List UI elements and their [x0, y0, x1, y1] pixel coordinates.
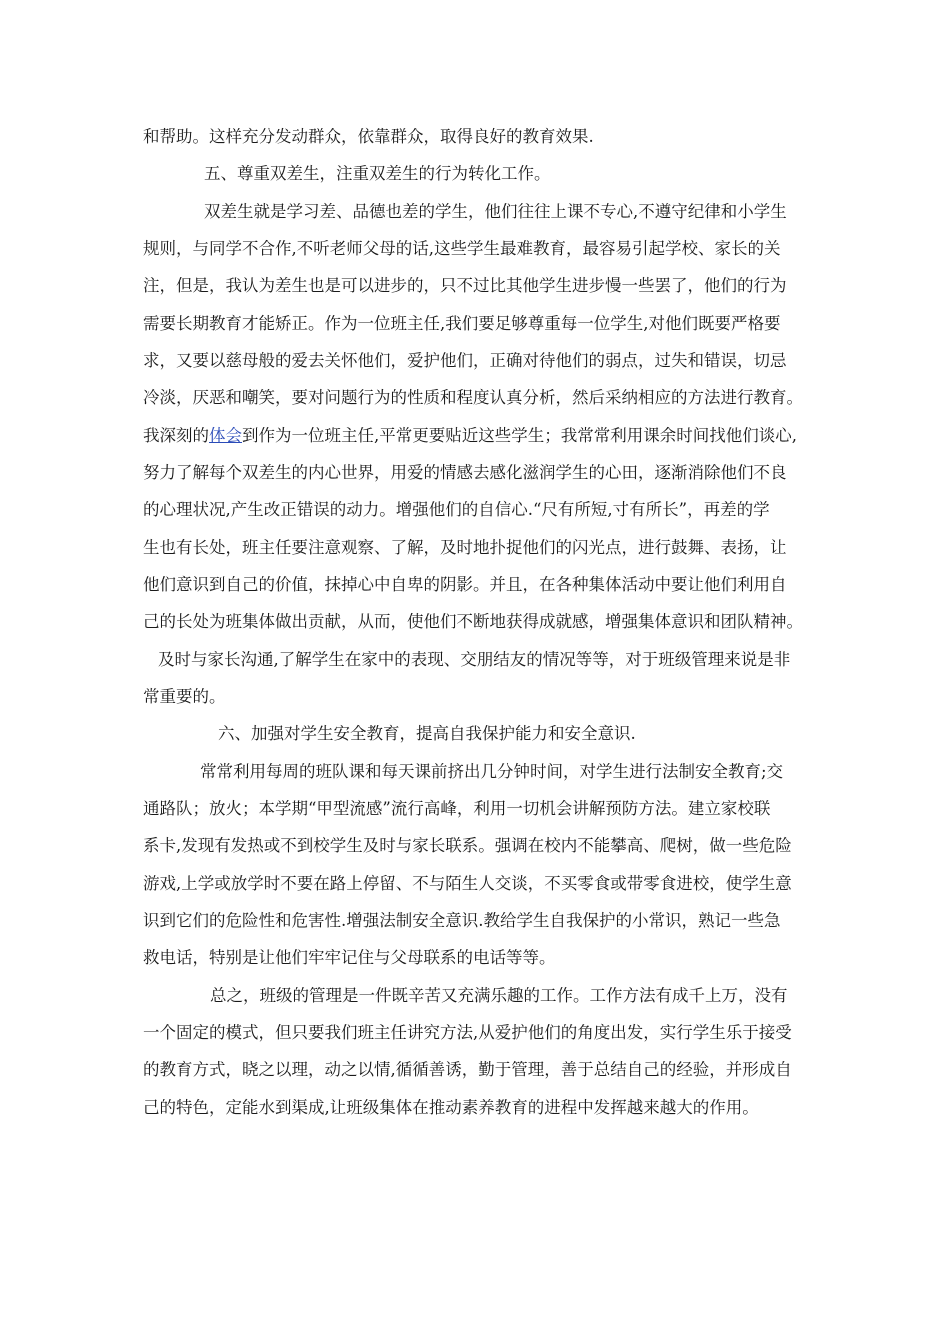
text-line: 及时与家长沟通,了解学生在家中的表现、交朋结友的情况等等，对于班级管理来说是非 [158, 650, 791, 669]
text-line: 双差生就是学习差、品德也差的学生，他们往往上课不专心,不遵守纪律和小学生 [204, 202, 787, 221]
text-line: 生也有长处，班主任要注意观察、了解，及时地扑捉他们的闪光点，进行鼓舞、表扬，让 [143, 538, 787, 557]
tihui-link[interactable]: 体会 [209, 426, 242, 445]
text-line: 努力了解每个双差生的内心世界，用爱的情感去感化滋润学生的心田，逐渐消除他们不良 [143, 463, 787, 482]
text-line-with-link [143, 426, 797, 446]
text-segment: 我深刻的 [143, 426, 209, 445]
text-line: 他们意识到自己的价值，抹掉心中自卑的阴影。并且，在各种集体活动中要让他们利用自 [143, 575, 787, 594]
text-line: 通路队；放火；本学期“甲型流感”流行高峰，利用一切机会讲解预防方法。建立家校联 [143, 799, 771, 818]
text-line: 注，但是，我认为差生也是可以进步的，只不过比其他学生进步慢一些罢了，他们的行为 [143, 276, 787, 295]
text-line: 己的特色，定能水到渠成,让班级集体在推动素养教育的进程中发挥越来越大的作用。 [143, 1098, 759, 1117]
text-line: 己的长处为班集体做出贡献，从而，使他们不断地获得成就感，增强集体意识和团队精神。 [143, 612, 803, 631]
text-line: 和帮助。这样充分发动群众，依靠群众，取得良好的教育效果. [143, 127, 594, 146]
text-line: 识到它们的危险性和危害性.增强法制安全意识.教给学生自我保护的小常识，熟记一些急 [143, 911, 781, 930]
text-line: 的教育方式，晓之以理，动之以情,循循善诱，勤于管理，善于总结自己的经验，并形成自 [143, 1060, 792, 1079]
text-line: 常重要的。 [143, 687, 226, 706]
text-line: 一个固定的模式，但只要我们班主任讲究方法,从爱护他们的角度出发，实行学生乐于接受 [143, 1023, 792, 1042]
text-line: 需要长期教育才能矫正。作为一位班主任,我们要足够尊重每一位学生,对他们既要严格要 [143, 314, 781, 333]
text-line: 救电话，特别是让他们牢牢记住与父母联系的电话等等。 [143, 948, 556, 967]
text-line: 总之，班级的管理是一件既辛苦又充满乐趣的工作。工作方法有成千上万，没有 [210, 986, 788, 1005]
text-line: 的心理状况,产生改正错误的动力。增强他们的自信心.“尺有所短,寸有所长”，再差的学 [143, 500, 770, 519]
text-line: 游戏,上学或放学时不要在路上停留、不与陌生人交谈，不买零食或带零食进校，使学生意 [143, 874, 792, 893]
text-line: 规则，与同学不合作,不听老师父母的话,这些学生最难教育，最容易引起学校、家长的关 [143, 239, 781, 258]
text-line: 求，又要以慈母般的爱去关怀他们，爱护他们，正确对待他们的弱点，过失和错误，切忌 [143, 351, 787, 370]
section-heading-5: 五、尊重双差生，注重双差生的行为转化工作。 [204, 164, 551, 183]
text-segment: 到作为一位班主任,平常更要贴近这些学生；我常常利用课余时间找他们谈心, [242, 426, 797, 445]
text-line: 系卡,发现有发热或不到校学生及时与家长联系。强调在校内不能攀高、爬树，做一些危险 [143, 836, 792, 855]
section-heading-6: 六、加强对学生安全教育，提高自我保护能力和安全意识. [218, 724, 636, 743]
text-line: 常常利用每周的班队课和每天课前挤出几分钟时间，对学生进行法制安全教育;交 [200, 762, 784, 781]
text-line: 冷淡，厌恶和嘲笑，要对问题行为的性质和程度认真分析，然后采纳相应的方法进行教育。 [143, 388, 803, 407]
